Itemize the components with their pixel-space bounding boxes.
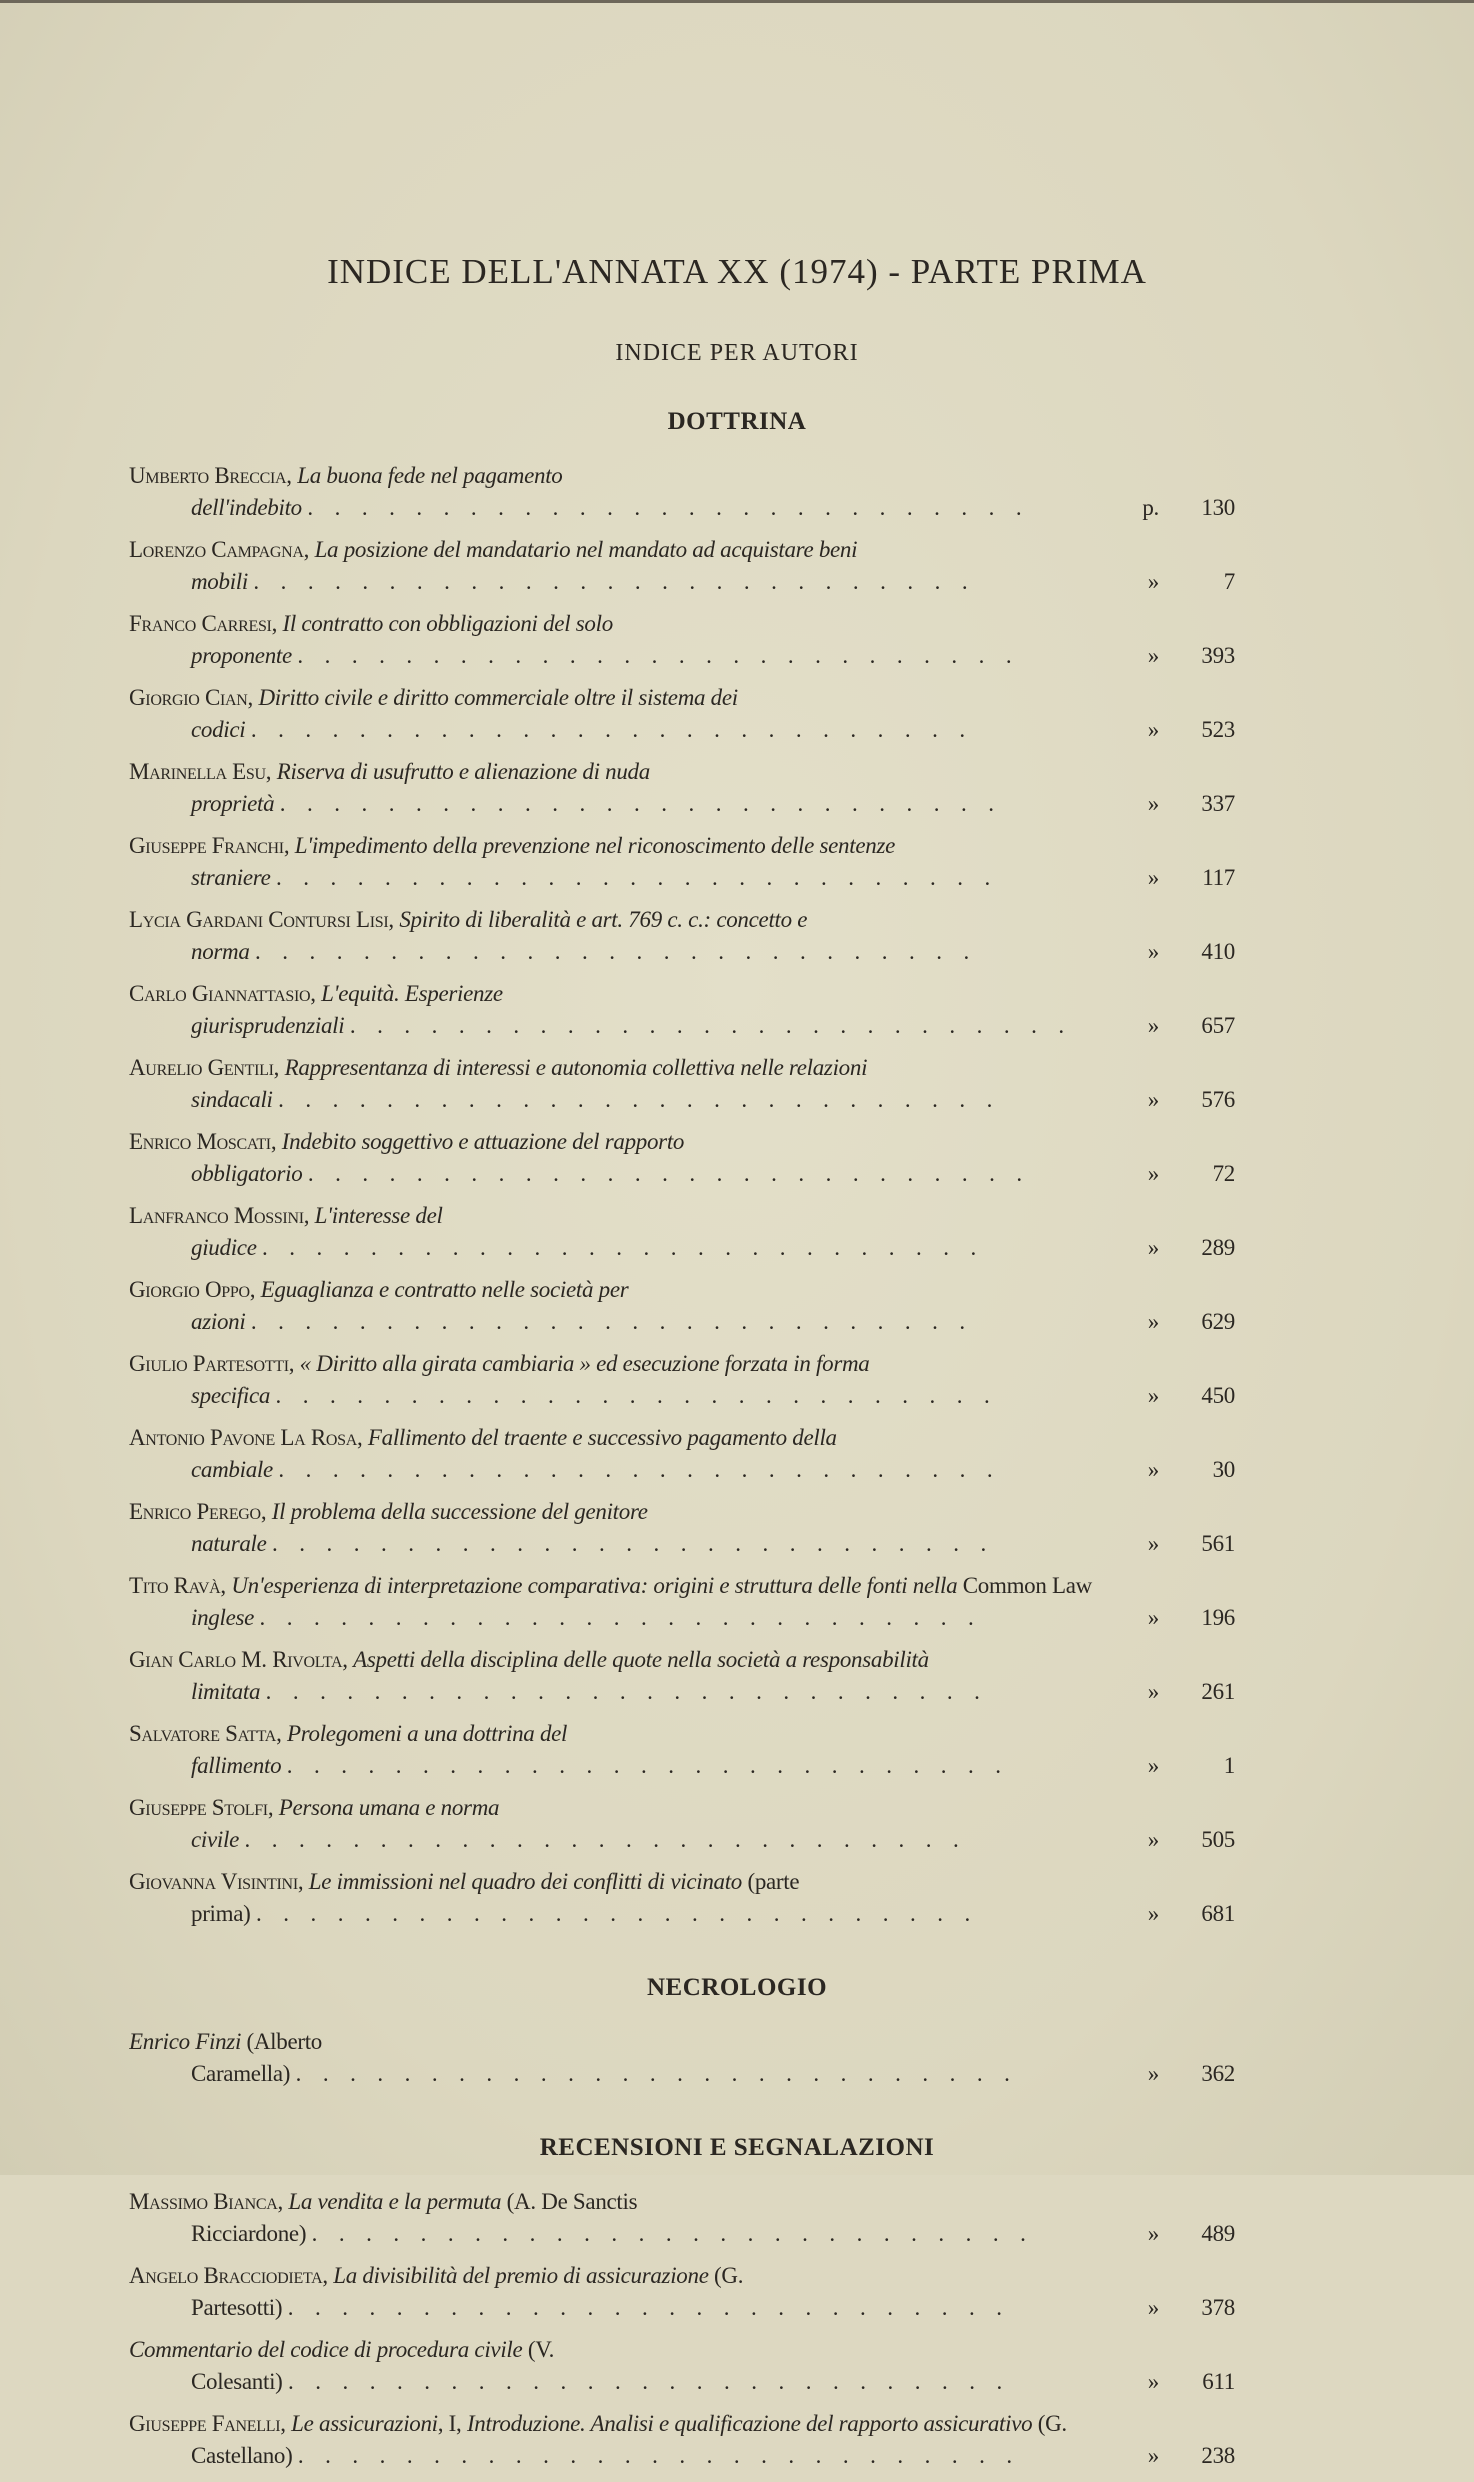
entry-title-line: Diritto civile e diritto commerciale oltre il sistema dei: [258, 685, 738, 710]
entry-text: [129, 830, 1097, 894]
entry-title-line: Fallimento del traente e successivo pagamento della: [367, 1425, 837, 1450]
entry-author: Umberto Breccia: [129, 463, 287, 488]
entry-page-number: 450: [1201, 1383, 1235, 1408]
entry-title: Commentario del codice di procedura civile: [129, 2337, 523, 2362]
entry-text: [129, 2408, 1097, 2472]
entry-title-line: fallimento: [191, 1753, 282, 1778]
entry-title-line: proponente: [191, 643, 292, 668]
entry-page-number: 30: [1212, 1457, 1235, 1482]
entry-page-number: 523: [1201, 717, 1235, 742]
entry-text-part: ,: [273, 1055, 285, 1080]
entry-text-part: Common Law: [962, 1573, 1092, 1598]
index-entry: [129, 830, 1239, 894]
entry-title-line: Prolegomeni a una dottrina del: [286, 1721, 568, 1746]
entry-text-part: ,: [303, 1203, 315, 1228]
index-entry: [129, 534, 1239, 598]
entry-text: [129, 2026, 1097, 2090]
index-entry: [129, 978, 1239, 1042]
entry-page-marker: »: [1147, 2369, 1159, 2394]
entry-page-marker: »: [1147, 1531, 1159, 1556]
entry-page-number: 576: [1201, 1087, 1235, 1112]
entry-text-part: ,: [270, 1129, 282, 1154]
entry-title: La vendita e la permuta: [288, 2189, 502, 2214]
entry-title-line: La buona fede nel pagamento: [297, 463, 563, 488]
entry-text-part-line: Ricciardone): [191, 2221, 307, 2246]
entry-page-marker: »: [1147, 1679, 1159, 1704]
index-entry: [129, 2334, 1239, 2398]
entry-text: [129, 1792, 1097, 1856]
entry-page-marker: »: [1147, 1013, 1159, 1038]
entry-author: Lorenzo Campagna: [129, 537, 304, 562]
dottrina-list: [129, 460, 1239, 1930]
entry-page-marker: p.: [1142, 495, 1159, 520]
entry-text-part-line: (A. De Sanctis: [501, 2189, 638, 2214]
entry-author: Massimo Bianca: [129, 2189, 278, 2214]
entry-title-line: Eguaglianza e contratto nelle società per: [260, 1277, 629, 1302]
entry-title: Enrico Finzi: [129, 2029, 242, 2054]
entry-title-line: proprietà: [191, 791, 275, 816]
entry-page-marker: »: [1147, 569, 1159, 594]
entry-text-part: ,: [310, 981, 322, 1006]
entry-title-line: naturale: [191, 1531, 267, 1556]
index-entry: [129, 1052, 1239, 1116]
entry-text: [129, 1570, 1097, 1634]
entry-page-number: 410: [1201, 939, 1235, 964]
entry-title-line: giurisprudenziali: [191, 1013, 345, 1038]
entry-title-line: L'impedimento della prevenzione nel riconoscimento delle sentenze: [294, 833, 896, 858]
entry-author: Giulio Partesotti: [129, 1351, 289, 1376]
entry-page-number: 561: [1201, 1531, 1235, 1556]
entry-text: [129, 1348, 1097, 1412]
entry-page-number: 657: [1201, 1013, 1235, 1038]
entry-page-marker: »: [1147, 2221, 1159, 2246]
entry-page-number: 7: [1223, 569, 1235, 594]
entry-page-marker: »: [1147, 1235, 1159, 1260]
page-title: INDICE DELL'ANNATA XX (1974) - PARTE PRIMA: [327, 252, 1147, 291]
entry-text: [129, 2334, 1097, 2398]
entry-text-part: ,: [388, 907, 400, 932]
entry-author: Gian Carlo M. Rivolta: [129, 1647, 343, 1672]
entry-page-number: 505: [1201, 1827, 1235, 1852]
entry-text-part-line: (parte: [742, 1869, 800, 1894]
entry-page-number: 196: [1201, 1605, 1235, 1630]
entry-page-marker: »: [1147, 1087, 1159, 1112]
recensioni-list: [129, 2186, 1239, 2472]
entry-title-line: azioni: [191, 1309, 246, 1334]
entry-title-line: Indebito soggettivo e attuazione del rapporto: [281, 1129, 685, 1154]
entry-text: [129, 682, 1097, 746]
entry-author: Aurelio Gentili: [129, 1055, 274, 1080]
entry-page-number: 489: [1201, 2221, 1235, 2246]
entry-title-line: limitata: [191, 1679, 261, 1704]
entry-text-part-line: (G.: [708, 2263, 744, 2288]
entry-title-line: codici: [191, 717, 246, 742]
entry-page-marker: »: [1147, 1161, 1159, 1186]
entry-text-part: ,: [260, 1499, 272, 1524]
entry-title-line: « Diritto alla girata cambiaria » ed esecuzione forzata in forma: [299, 1351, 870, 1376]
section-heading-recensioni: RECENSIONI E SEGNALAZIONI: [539, 2134, 935, 2161]
index-entry: [129, 682, 1239, 746]
entry-title-line: Spirito di liberalità e art. 769 c. c.: concetto e: [399, 907, 808, 932]
entry-text: [129, 1866, 1097, 1930]
entry-page-number: 393: [1201, 643, 1235, 668]
index-entry: [129, 1718, 1239, 1782]
entry-text: [129, 1274, 1097, 1338]
entry-author: Angelo Bracciodieta: [129, 2263, 323, 2288]
entry-text-part-line: Partesotti): [191, 2295, 283, 2320]
entry-title-line: Rappresentanza di interessi e autonomia collettiva nelle relazioni: [284, 1055, 868, 1080]
entry-text-part: ,: [265, 759, 277, 784]
entry-text-part: ,: [276, 1721, 287, 1746]
index-entry: [129, 756, 1239, 820]
scan-edge: [0, 0, 1474, 3]
entry-text: [129, 756, 1097, 820]
entry-title-line: norma: [191, 939, 250, 964]
entry-text-part: ,: [280, 2411, 292, 2436]
index-entry: [129, 608, 1239, 672]
entry-text: [129, 904, 1097, 968]
entry-text-part-line: (V.: [522, 2337, 555, 2362]
entry-text: [129, 978, 1097, 1042]
index-entry: [129, 904, 1239, 968]
entry-title-line: L'equità. Esperienze: [321, 981, 503, 1006]
entry-page-marker: »: [1147, 791, 1159, 816]
entry-text: [129, 1422, 1097, 1486]
entry-text-part: ,: [271, 611, 283, 636]
entry-page-marker: »: [1147, 865, 1159, 890]
entry-author: Tito Ravà: [129, 1573, 221, 1598]
entry-page-number: 261: [1201, 1679, 1235, 1704]
entry-title-line: Il contratto con obbligazioni del solo: [282, 611, 613, 636]
entry-title-line: Riserva di usufrutto e alienazione di nuda: [276, 759, 650, 784]
entry-text-part: ,: [288, 1351, 300, 1376]
entry-text-part-line: (Alberto: [241, 2029, 322, 2054]
entry-author: Carlo Giannattasio: [129, 981, 311, 1006]
entry-page-marker: »: [1147, 1753, 1159, 1778]
entry-title-line: obbligatorio: [191, 1161, 303, 1186]
entry-text-part: ,: [297, 1869, 309, 1894]
entry-text-part: ,: [356, 1425, 368, 1450]
entry-text-part: ,: [267, 1795, 279, 1820]
entry-text-part-line: Caramella): [191, 2061, 291, 2086]
entry-title-line: Aspetti della disciplina delle quote nella società a responsabilità: [353, 1647, 929, 1672]
entry-author: Giorgio Cian: [129, 685, 248, 710]
entry-author: Marinella Esu: [129, 759, 266, 784]
entry-title-line: straniere: [191, 865, 271, 890]
entry-title: La divisibilità del premio di assicurazione: [333, 2263, 709, 2288]
entry-page-marker: »: [1147, 1383, 1159, 1408]
entry-text: [129, 1496, 1097, 1560]
entry-text: [129, 1126, 1097, 1190]
entry-page-marker: »: [1147, 939, 1159, 964]
entry-page-number: 629: [1201, 1309, 1235, 1334]
entry-page-marker: »: [1147, 1605, 1159, 1630]
index-entry: [129, 1866, 1239, 1930]
entry-author: Giovanna Visintini: [129, 1869, 298, 1894]
entry-text: [129, 534, 1097, 598]
entry-text-part-line: Castellano): [191, 2443, 293, 2468]
section-heading-necrologio: NECROLOGIO: [646, 1974, 828, 2001]
entry-title: inglese: [191, 1605, 255, 1630]
index-entry: [129, 1126, 1239, 1190]
entry-title: Un'esperienza di interpretazione comparativa: origini e struttura delle fonti nella: [231, 1573, 963, 1598]
entry-text-part-line: prima): [191, 1901, 251, 1926]
index-entry: [129, 1570, 1239, 1634]
entry-page-number: 117: [1202, 865, 1235, 890]
index-entry: [129, 1792, 1239, 1856]
entry-text-part: , I,: [437, 2411, 467, 2436]
necrologio-list: [129, 2026, 1239, 2090]
entry-title-line: Il problema della successione del genitore: [271, 1499, 648, 1524]
entry-title-line: cambiale: [191, 1457, 273, 1482]
entry-text-part: ,: [283, 833, 295, 858]
entry-author: Antonio Pavone La Rosa: [129, 1425, 357, 1450]
index-entry: [129, 1496, 1239, 1560]
index-content: [0, 406, 1474, 2482]
entry-text-part: ,: [220, 1573, 232, 1598]
index-entry: [129, 2186, 1239, 2250]
entry-page-marker: »: [1147, 1827, 1159, 1852]
index-entry: [129, 1200, 1239, 1264]
entry-title-line: mobili: [191, 569, 248, 594]
entry-text-part: ,: [247, 685, 259, 710]
index-entry: [129, 2408, 1239, 2472]
entry-title-line: Persona umana e norma: [278, 1795, 500, 1820]
entry-page-marker: »: [1147, 2443, 1159, 2468]
entry-page-marker: »: [1147, 643, 1159, 668]
entry-author: Enrico Perego: [129, 1499, 261, 1524]
entry-author: Franco Carresi: [129, 611, 272, 636]
entry-author: Giuseppe Franchi: [129, 833, 284, 858]
entry-title: Introduzione. Analisi e qualificazione del rapporto assicurativo: [466, 2411, 1033, 2436]
entry-page-number: 72: [1212, 1161, 1235, 1186]
entry-title: Le immissioni nel quadro dei conflitti di vicinato: [308, 1869, 743, 1894]
entry-text: [129, 1718, 1097, 1782]
entry-page-marker: »: [1147, 1901, 1159, 1926]
entry-page-marker: »: [1147, 1457, 1159, 1482]
entry-title-line: giudice: [191, 1235, 257, 1260]
entry-author: Lanfranco Mossini: [129, 1203, 304, 1228]
entry-title-line: dell'indebito: [191, 495, 302, 520]
entry-text: [129, 2260, 1097, 2324]
index-entry: [129, 1348, 1239, 1412]
entry-page-number: 238: [1201, 2443, 1235, 2468]
entry-title-line: L'interesse del: [314, 1203, 443, 1228]
entry-author: Lycia Gardani Contursi Lisi: [129, 907, 389, 932]
entry-page-number: 130: [1201, 495, 1235, 520]
entry-text: [129, 460, 1097, 524]
index-entry: [129, 1274, 1239, 1338]
entry-text: [129, 608, 1097, 672]
entry-page-marker: »: [1147, 1309, 1159, 1334]
index-entry: [129, 2026, 1239, 2090]
entry-text-part-line: (G.: [1032, 2411, 1067, 2436]
entry-page-number: 337: [1201, 791, 1235, 816]
entry-text: [129, 2186, 1097, 2250]
entry-title-line: sindacali: [191, 1087, 273, 1112]
entry-text: [129, 1200, 1097, 1264]
entry-author: Giuseppe Stolfi: [129, 1795, 268, 1820]
entry-title-line: civile: [191, 1827, 239, 1852]
entry-text-part: ,: [342, 1647, 354, 1672]
entry-text-part: ,: [322, 2263, 334, 2288]
entry-author: Salvatore Satta: [129, 1721, 277, 1746]
entry-page-marker: »: [1147, 717, 1159, 742]
entry-page-number: 378: [1201, 2295, 1235, 2320]
section-heading-dottrina: DOTTRINA: [667, 408, 807, 435]
entry-page-number: 289: [1201, 1235, 1235, 1260]
entry-text-part: ,: [249, 1277, 261, 1302]
entry-title: Le assicurazioni: [291, 2411, 438, 2436]
index-entry: [129, 1422, 1239, 1486]
entry-page-marker: »: [1147, 2061, 1159, 2086]
entry-page-marker: »: [1147, 2295, 1159, 2320]
page-subtitle: INDICE PER AUTORI: [615, 340, 859, 366]
entry-author: Giorgio Oppo: [129, 1277, 250, 1302]
entry-text-part: ,: [277, 2189, 289, 2214]
entry-text: [129, 1052, 1097, 1116]
entry-page-number: 681: [1201, 1901, 1235, 1926]
entry-text: [129, 1644, 1097, 1708]
entry-text-part-line: Colesanti): [191, 2369, 283, 2394]
entry-text-part: ,: [303, 537, 315, 562]
entry-text-part: ,: [286, 463, 298, 488]
entry-title-line: specifica: [191, 1383, 271, 1408]
entry-author: Enrico Moscati: [129, 1129, 271, 1154]
index-entry: [129, 460, 1239, 524]
entry-page-number: 362: [1201, 2061, 1235, 2086]
entry-author: Giuseppe Fanelli: [129, 2411, 281, 2436]
index-entry: [129, 2260, 1239, 2324]
entry-title-line: La posizione del mandatario nel mandato ad acquistare beni: [314, 537, 858, 562]
entry-page-number: 1: [1223, 1753, 1235, 1778]
entry-page-number: 611: [1202, 2369, 1235, 2394]
index-entry: [129, 1644, 1239, 1708]
